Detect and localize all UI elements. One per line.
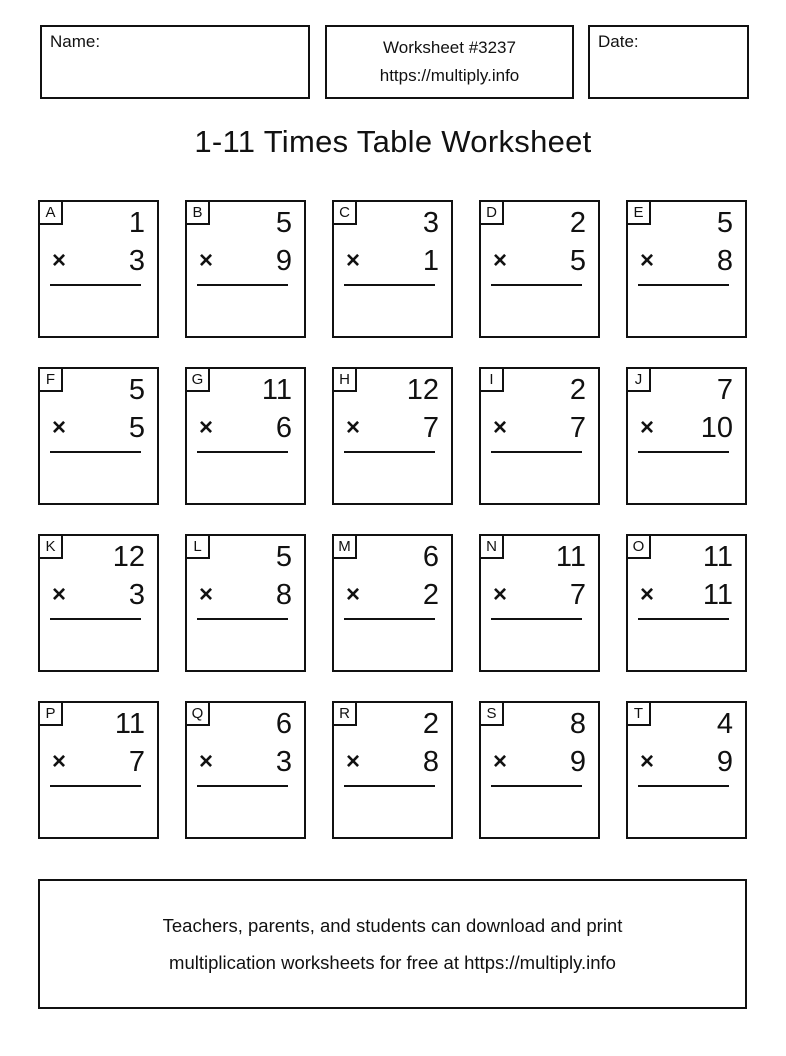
problem-letter-badge — [332, 701, 357, 726]
problem-letter: Q — [191, 705, 204, 722]
times-symbol: × — [493, 581, 508, 608]
multiplier: 10 — [700, 412, 733, 444]
problem-card — [38, 701, 159, 839]
multiplier: 9 — [275, 245, 292, 277]
footer-box — [38, 879, 747, 1009]
answer-space — [40, 787, 157, 841]
answer-space — [628, 620, 745, 674]
multiplier-row — [481, 745, 598, 779]
multiplier-row — [40, 745, 157, 779]
multiplier: 7 — [128, 746, 145, 778]
times-symbol: × — [346, 748, 361, 775]
multiplicand: 5 — [275, 541, 292, 573]
problem-letter: N — [486, 538, 497, 555]
problem-letter: A — [45, 204, 56, 221]
problem-letter-badge — [332, 200, 357, 225]
times-symbol: × — [493, 247, 508, 274]
name-label: Name: — [50, 32, 101, 51]
answer-space — [187, 620, 304, 674]
times-symbol: × — [199, 414, 214, 441]
answer-space — [628, 453, 745, 507]
multiplier-row — [187, 578, 304, 612]
problem-letter: R — [339, 705, 350, 722]
multiplier: 7 — [569, 412, 586, 444]
multiplier: 9 — [716, 746, 733, 778]
problem-letter-badge — [626, 534, 651, 559]
problem-letter-badge — [38, 200, 63, 225]
multiplier: 11 — [702, 579, 733, 611]
multiplier: 7 — [422, 412, 439, 444]
problem-letter: H — [339, 371, 350, 388]
footer-line1: Teachers, parents, and students can download and print — [162, 915, 623, 936]
name-box — [40, 25, 310, 99]
times-symbol: × — [493, 748, 508, 775]
answer-space — [40, 453, 157, 507]
problem-card — [38, 200, 159, 338]
answer-space — [628, 286, 745, 340]
problem-letter-badge — [479, 534, 504, 559]
times-symbol: × — [199, 247, 214, 274]
times-symbol: × — [52, 581, 67, 608]
problem-letter: P — [45, 705, 56, 722]
problem-letter: L — [193, 538, 202, 555]
problem-letter: J — [634, 371, 643, 388]
problem-letter-badge — [185, 367, 210, 392]
page-title: 1-11 Times Table Worksheet — [194, 124, 592, 159]
problem-letter: E — [633, 204, 644, 221]
multiplier: 6 — [275, 412, 292, 444]
problem-letter-badge — [479, 367, 504, 392]
problem-letter: G — [191, 371, 204, 388]
times-symbol: × — [52, 748, 67, 775]
answer-space — [481, 620, 598, 674]
multiplicand: 2 — [422, 708, 439, 740]
problem-letter: D — [486, 204, 497, 221]
multiplicand: 6 — [275, 708, 292, 740]
multiplier-row — [628, 244, 745, 278]
multiplier: 2 — [422, 579, 439, 611]
problem-card — [626, 701, 747, 839]
multiplier-row — [481, 411, 598, 445]
worksheet-info-box — [325, 25, 574, 99]
multiplier: 8 — [422, 746, 439, 778]
answer-space — [481, 787, 598, 841]
answer-space — [187, 453, 304, 507]
problem-card — [332, 534, 453, 672]
problem-letter-badge — [626, 200, 651, 225]
times-symbol: × — [346, 247, 361, 274]
answer-space — [481, 453, 598, 507]
problem-letter-badge — [479, 200, 504, 225]
multiplier: 1 — [422, 245, 439, 277]
footer-line2: multiplication worksheets for free at https://multiply.info — [169, 952, 616, 973]
multiplier-row — [481, 578, 598, 612]
answer-space — [628, 787, 745, 841]
times-symbol: × — [640, 414, 655, 441]
problem-card — [185, 701, 306, 839]
problem-card — [38, 534, 159, 672]
multiplicand: 3 — [422, 207, 439, 239]
problem-letter-badge — [38, 701, 63, 726]
multiplicand: 11 — [555, 541, 586, 573]
problem-card — [185, 367, 306, 505]
problem-letter: M — [338, 538, 351, 555]
problem-letter: C — [339, 204, 350, 221]
times-symbol: × — [493, 414, 508, 441]
times-symbol: × — [640, 748, 655, 775]
times-symbol: × — [52, 247, 67, 274]
problem-card — [626, 200, 747, 338]
multiplier-row — [40, 411, 157, 445]
problem-card — [479, 367, 600, 505]
problem-letter: I — [489, 371, 494, 388]
multiplicand: 1 — [128, 207, 145, 239]
problem-card — [332, 367, 453, 505]
worksheet-number: Worksheet #3237 — [383, 38, 516, 57]
times-symbol: × — [640, 247, 655, 274]
times-symbol: × — [640, 581, 655, 608]
problem-letter: O — [632, 538, 645, 555]
multiplier-row — [628, 411, 745, 445]
multiplier-row — [187, 244, 304, 278]
multiplier: 8 — [716, 245, 733, 277]
multiplicand: 5 — [128, 374, 145, 406]
multiplicand: 11 — [114, 708, 145, 740]
answer-space — [481, 286, 598, 340]
problem-letter-badge — [626, 367, 651, 392]
problem-letter: F — [45, 371, 56, 388]
multiplier-row — [481, 244, 598, 278]
answer-space — [187, 787, 304, 841]
times-symbol: × — [199, 748, 214, 775]
worksheet-url: https://multiply.info — [379, 66, 520, 85]
multiplicand: 12 — [406, 374, 439, 406]
multiplicand: 5 — [716, 207, 733, 239]
times-symbol: × — [199, 581, 214, 608]
multiplicand: 11 — [261, 374, 292, 406]
problems-grid — [38, 200, 748, 839]
multiplicand: 5 — [275, 207, 292, 239]
problem-card — [626, 367, 747, 505]
problem-letter: B — [192, 204, 203, 221]
multiplier-row — [40, 578, 157, 612]
problem-letter-badge — [185, 534, 210, 559]
problem-card — [185, 200, 306, 338]
multiplier-row — [40, 244, 157, 278]
problem-letter: K — [45, 538, 56, 555]
problem-letter-badge — [38, 534, 63, 559]
times-symbol: × — [346, 581, 361, 608]
problem-letter-badge — [626, 701, 651, 726]
multiplier-row — [187, 745, 304, 779]
problem-letter: T — [633, 705, 644, 722]
multiplier: 7 — [569, 579, 586, 611]
date-label: Date: — [598, 32, 639, 51]
multiplier: 3 — [128, 579, 145, 611]
problem-letter-badge — [479, 701, 504, 726]
date-box — [588, 25, 749, 99]
multiplier-row — [628, 578, 745, 612]
multiplier-row — [334, 244, 451, 278]
times-symbol: × — [346, 414, 361, 441]
multiplier: 3 — [128, 245, 145, 277]
multiplicand: 8 — [569, 708, 586, 740]
multiplier: 3 — [275, 746, 292, 778]
answer-space — [334, 286, 451, 340]
multiplicand: 12 — [112, 541, 145, 573]
times-symbol: × — [52, 414, 67, 441]
problem-card — [332, 200, 453, 338]
problem-letter-badge — [332, 534, 357, 559]
problem-card — [479, 701, 600, 839]
multiplier-row — [334, 411, 451, 445]
multiplier: 9 — [569, 746, 586, 778]
answer-space — [334, 620, 451, 674]
multiplicand: 11 — [702, 541, 733, 573]
multiplicand: 4 — [716, 708, 733, 740]
problem-letter-badge — [185, 701, 210, 726]
problem-card — [479, 200, 600, 338]
answer-space — [40, 286, 157, 340]
multiplicand: 6 — [422, 541, 439, 573]
problem-letter-badge — [38, 367, 63, 392]
answer-space — [334, 453, 451, 507]
problem-letter-badge — [332, 367, 357, 392]
multiplier: 5 — [569, 245, 586, 277]
problem-card — [185, 534, 306, 672]
problem-letter-badge — [185, 200, 210, 225]
multiplier-row — [187, 411, 304, 445]
multiplier: 5 — [128, 412, 145, 444]
multiplier-row — [334, 745, 451, 779]
multiplicand: 2 — [569, 207, 586, 239]
answer-space — [187, 286, 304, 340]
problem-card — [479, 534, 600, 672]
problem-card — [38, 367, 159, 505]
multiplicand: 7 — [716, 374, 733, 406]
problem-letter: S — [486, 705, 497, 722]
multiplier-row — [628, 745, 745, 779]
problem-card — [626, 534, 747, 672]
problem-card — [332, 701, 453, 839]
answer-space — [334, 787, 451, 841]
answer-space — [40, 620, 157, 674]
multiplier: 8 — [275, 579, 292, 611]
multiplicand: 2 — [569, 374, 586, 406]
multiplier-row — [334, 578, 451, 612]
